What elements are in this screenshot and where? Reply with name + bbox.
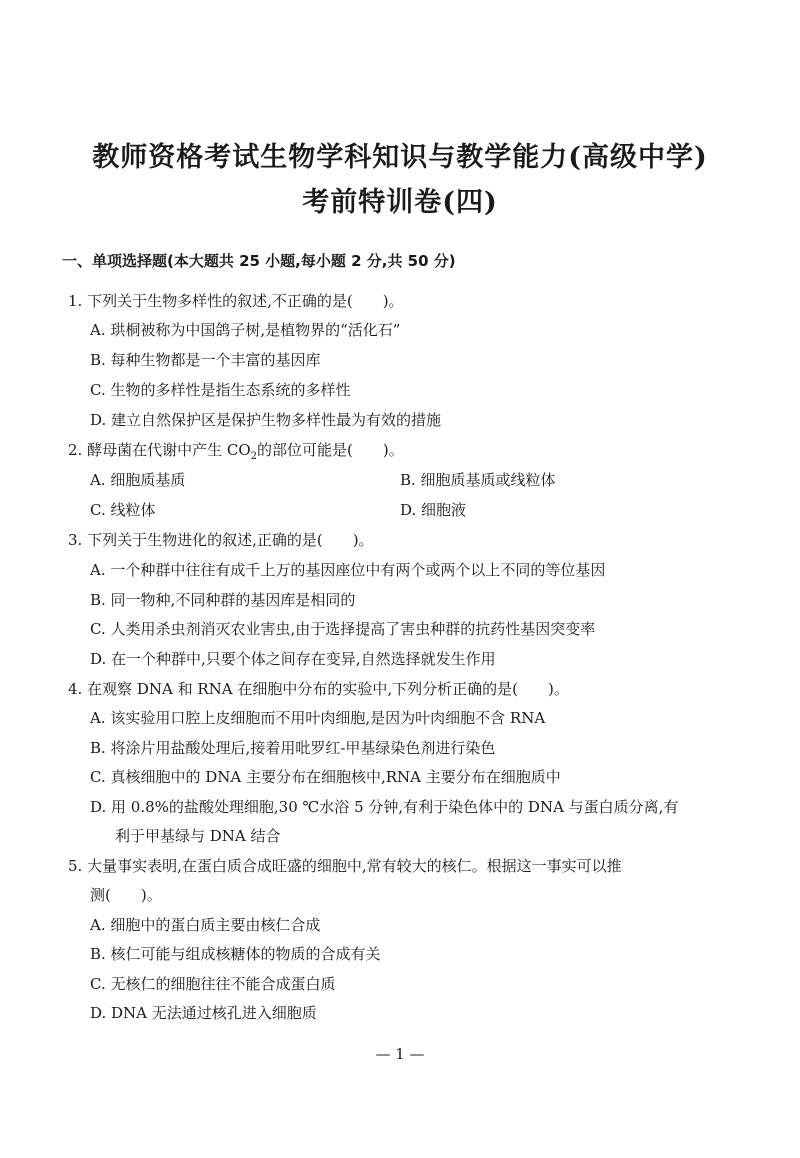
section-heading: 一、单项选择题(本大题共 25 小题,每小题 2 分,共 50 分) (62, 252, 456, 270)
question-1-option-a: A. 珙桐被称为中国鸽子树,是植物界的“活化石” (90, 321, 401, 339)
question-2-option-c: C. 线粒体 (90, 501, 156, 519)
question-4-option-a: A. 该实验用口腔上皮细胞而不用叶肉细胞,是因为叶肉细胞不含 RNA (90, 709, 546, 727)
question-2-subscript: 2 (250, 451, 257, 462)
question-2-option-b: B. 细胞质基质或线粒体 (400, 471, 556, 489)
question-2-option-d: D. 细胞液 (400, 501, 467, 519)
exam-title: 教师资格考试生物学科知识与教学能力(高级中学) (92, 142, 708, 173)
question-1-option-d: D. 建立自然保护区是保护生物多样性最为有效的措施 (90, 411, 442, 429)
question-5-option-c: C. 无核仁的细胞往往不能合成蛋白质 (90, 975, 336, 993)
question-5-option-a: A. 细胞中的蛋白质主要由核仁合成 (90, 916, 321, 934)
exam-subtitle: 考前特训卷(四) (302, 187, 498, 218)
question-5-option-b: B. 核仁可能与组成核糖体的物质的合成有关 (90, 945, 381, 963)
question-4-option-c: C. 真核细胞中的 DNA 主要分布在细胞核中,RNA 主要分布在细胞质中 (90, 768, 561, 786)
question-3-option-b: B. 同一物种,不同种群的基因库是相同的 (90, 591, 356, 609)
question-1-option-b: B. 每种生物都是一个丰富的基因库 (90, 351, 321, 369)
question-3-option-c: C. 人类用杀虫剂消灭农业害虫,由于选择提高了害虫种群的抗药性基因突变率 (90, 620, 596, 638)
question-1-stem: 1. 下列关于生物多样性的叙述,不正确的是( )。 (68, 292, 404, 310)
question-4-option-d: D. 用 0.8%的盐酸处理细胞,30 ℃水浴 5 分钟,有利于染色体中的 DNA 与蛋白质分离,有 (90, 798, 679, 816)
question-1-option-c: C. 生物的多样性是指生态系统的多样性 (90, 381, 351, 399)
question-2-stem (68, 440, 404, 467)
question-5-stem-continued: 测( )。 (90, 886, 162, 904)
page-number: — 1 — (375, 1045, 425, 1063)
question-4-option-b: B. 将涂片用盐酸处理后,接着用吡罗红-甲基绿染色剂进行染色 (90, 739, 496, 757)
question-4-stem: 4. 在观察 DNA 和 RNA 在细胞中分布的实验中,下列分析正确的是( )。 (68, 680, 569, 698)
question-2-option-a: A. 细胞质基质 (90, 471, 186, 489)
question-3-stem: 3. 下列关于生物进化的叙述,正确的是( )。 (68, 531, 374, 549)
question-2-stem-text: 2. 酵母菌在代谢中产生 CO (68, 441, 251, 459)
question-5-option-d: D. DNA 无法通过核孔进入细胞质 (90, 1004, 317, 1022)
question-2-stem-tail: 的部位可能是( )。 (257, 441, 404, 459)
question-4-option-d-continued: 利于甲基绿与 DNA 结合 (115, 827, 281, 845)
question-3-option-d: D. 在一个种群中,只要个体之间存在变异,自然选择就发生作用 (90, 650, 496, 668)
question-5-stem: 5. 大量事实表明,在蛋白质合成旺盛的细胞中,常有较大的核仁。根据这一事实可以推 (68, 857, 622, 875)
question-3-option-a: A. 一个种群中往往有成千上万的基因座位中有两个或两个以上不同的等位基因 (90, 561, 606, 579)
